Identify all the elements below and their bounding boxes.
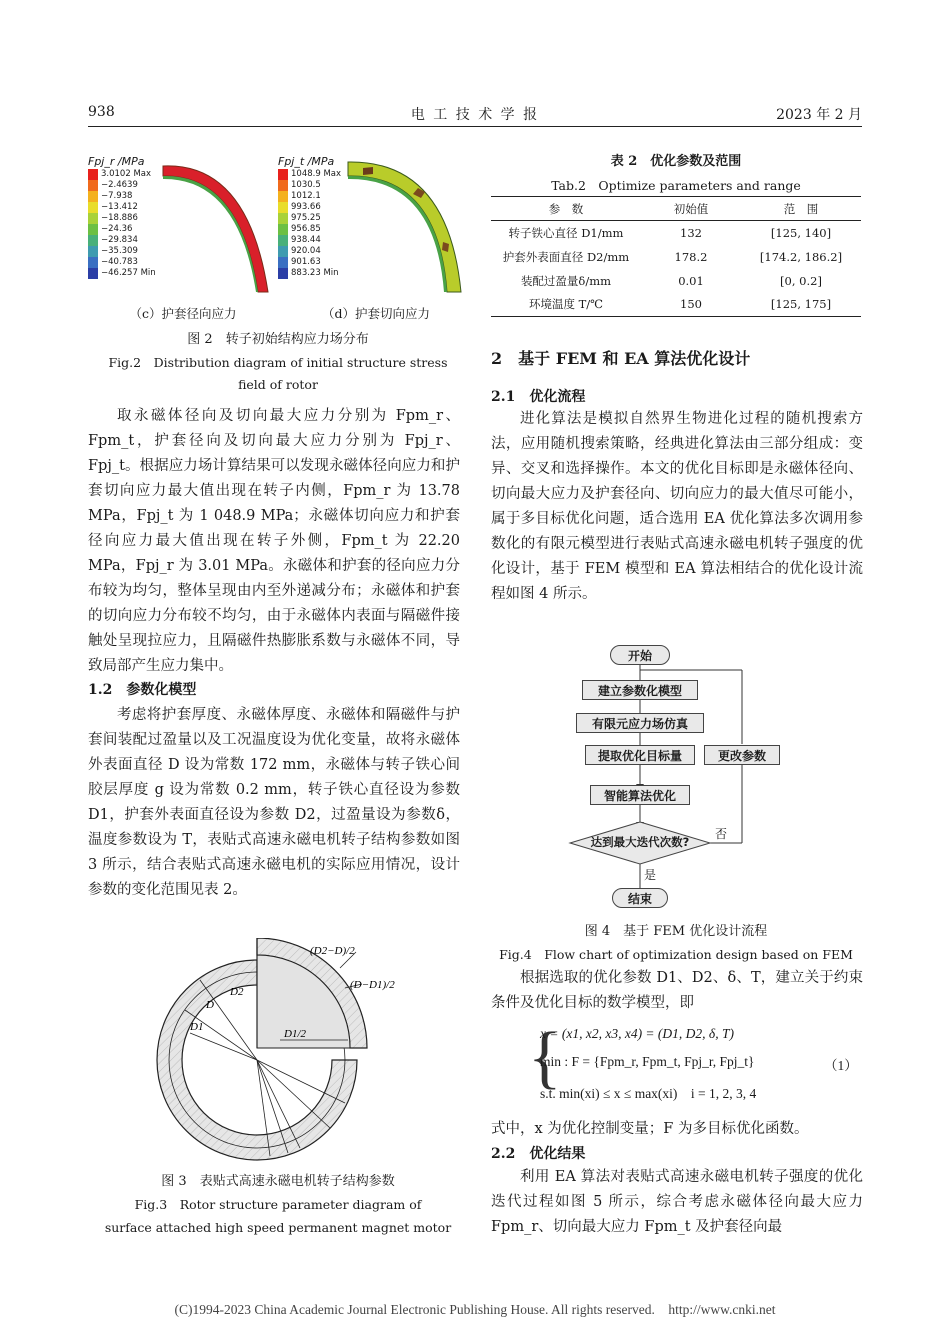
table-cell: 环境温度 T/℃ [528,297,604,312]
journal-title: 电 工 技 术 学 报 [410,107,540,123]
legend-swatch [278,257,288,268]
legend-entry [278,246,341,257]
table-cell: 装配过盈量δ/mm [520,273,612,288]
legend-swatch [88,224,98,235]
legend-entry [278,180,341,191]
table-row [491,221,861,245]
label-d1: D1 [190,1021,204,1033]
label-d-minus-d1: (D−D1)/2 [350,979,395,991]
fig2-caption-en-1: Fig.2 Distribution diagram of initial structure stress [108,355,448,370]
ring-plot-d [343,152,468,302]
legend-d-title: Fpj_t /MPa [278,155,335,168]
legend-entry [88,246,156,257]
fig4-caption-cn: 图 4 基于 FEM 优化设计流程 [584,924,768,939]
legend-entry [278,257,341,268]
right-paragraph-2 [491,966,863,1016]
fig2-d-caption: （d）护套切向应力 [321,306,430,321]
fig2-caption-en-2: field of rotor [238,377,318,392]
flow-side-step: 更改参数 [704,745,780,765]
fig2-c-caption: （c）护套径向应力 [129,306,237,321]
legend-swatch [278,169,288,180]
legend-entry [278,268,341,279]
legend-entry [88,224,156,235]
legend-value: −29.834 [101,235,138,245]
table-row [491,269,861,293]
equation-1 [528,1019,858,1106]
right-p4-text: 利用 EA 算法对表贴式高速永磁电机转子强度的优化迭代过程如图 5 所示，综合考虑永磁体径向最大应力 Fpm_r、切向最大应力 Fpm_t 及护套径向最 [491,1169,863,1235]
flow-step-3: 提取优化目标量 [585,745,695,765]
fig3-caption-en-2: surface attached high speed permanent magnet motor [104,1220,452,1235]
equation-number: （1） [824,1058,858,1073]
legend-value: 1048.9 Max [291,169,342,179]
legend-swatch [88,235,98,246]
legend-entry [278,235,341,246]
legend-value: 883.23 Min [291,268,339,278]
legend-value: 920.04 [291,246,321,256]
ring-plot-c [158,152,278,302]
flow-start: 开始 [610,645,670,665]
fig2-panels [88,152,468,302]
legend-value: −40.783 [101,257,138,267]
table2-title-en: Tab.2 Optimize parameters and range [551,178,801,193]
table-cell: 178.2 [674,249,708,264]
table-cell: [174.2, 186.2] [759,249,843,264]
flow-step-1: 建立参数化模型 [582,680,698,700]
legend-value: −7.938 [101,191,133,201]
legend-entry [88,169,156,180]
issue-date: 2023 年 2 月 [776,107,862,123]
right-p2-text: 根据选取的优化参数 D1、D2、δ、T，建立关于约束条件及优化目标的数学模型，即 [491,970,863,1011]
table2-header-row [491,197,861,221]
page-number: 938 [88,104,115,120]
legend-value: −24.36 [101,224,133,234]
table-cell: 0.01 [678,273,704,288]
legend-entry [88,268,156,279]
table2 [491,196,861,317]
table2-header-param: 参 数 [548,201,584,216]
section-2-1-heading: 2.1 优化流程 [491,389,586,405]
legend-swatch [278,213,288,224]
legend-c-title: Fpj_r /MPa [88,155,145,168]
fig3-caption-cn: 图 3 表贴式高速永磁电机转子结构参数 [161,1174,395,1189]
table2-header-init: 初始值 [673,201,709,216]
legend-swatch [278,202,288,213]
table2-title-cn: 表 2 优化参数及范围 [610,154,742,169]
legend-swatch [88,268,98,279]
legend-entry [88,202,156,213]
legend-value: 1030.5 [291,180,321,190]
legend-value: −46.257 Min [101,268,156,278]
legend-swatch [88,180,98,191]
legend-value: 975.25 [291,213,321,223]
legend-entry [278,213,341,224]
section-1-2-heading: 1.2 参数化模型 [88,682,197,698]
table-cell: 132 [680,225,702,240]
left-paragraph-1 [88,404,460,679]
equation-line-3: s.t. min(xi) ≤ x ≤ max(xi) i = 1, 2, 3, 4 [540,1086,757,1101]
legend-value: 3.0102 Max [101,169,152,179]
legend-entry [278,224,341,235]
table-cell: [125, 140] [770,225,832,240]
table2-header-range: 范 围 [783,201,819,216]
flow-end: 结束 [612,888,668,908]
legend-swatch [278,246,288,257]
legend-swatch [88,257,98,268]
legend-swatch [278,268,288,279]
left-paragraph-2 [88,703,460,903]
legend-entry [88,235,156,246]
legend-swatch [88,246,98,257]
fig3-rotor-diagram [140,938,420,1163]
legend-value: −18.886 [101,213,138,223]
fig3-caption-en-1: Fig.3 Rotor structure parameter diagram of [134,1197,422,1212]
legend-c [88,156,156,279]
table-cell: 150 [680,297,702,312]
header-rule [88,126,862,127]
label-d2: D2 [230,986,244,998]
right-p1-text: 进化算法是模拟自然界生物进化过程的随机搜索方法，应用随机搜索策略，经典进化算法由三部分组成：变异、交叉和选择操作。本文的优化目标即是永磁体径向、切向最大应力及护套径向、切向应力的最大值尽可能小，属于多目标优化问题，适合选用 EA 优化算法多次调用参数化的有限元模型进行表贴式高速永磁电机转子强度的优化设计，基于 FEM 模型和 EA 算法相结合的优化设计流程如图 4 所示。 [491,411,863,602]
legend-swatch [88,169,98,180]
legend-swatch [278,224,288,235]
legend-swatch [88,191,98,202]
flow-yes-label: 是 [644,868,657,882]
legend-swatch [278,235,288,246]
equation-line-1: x = (x1, x2, x3, x4) = (D1, D2, δ, T) [540,1026,734,1041]
legend-entry [88,257,156,268]
table-cell: 转子铁心直径 D1/mm [508,225,624,240]
legend-value: 938.44 [291,235,321,245]
equation-line-2: min : F = {Fpm_r, Fpm_t, Fpj_r, Fpj_t} [540,1054,755,1069]
table-cell: [0, 0.2] [780,273,822,288]
legend-swatch [278,180,288,191]
legend-swatch [88,213,98,224]
label-d: D [206,999,214,1011]
table-cell: [125, 175] [770,297,832,312]
flow-decision: 达到最大迭代次数? [590,835,690,849]
legend-value: −13.412 [101,202,138,212]
flow-step-2: 有限元应力场仿真 [576,713,704,733]
legend-entry [278,169,341,180]
table-row [491,245,861,269]
legend-swatch [88,202,98,213]
label-d1-half: D1/2 [284,1028,306,1040]
left-p2-text: 考虑将护套厚度、永磁体厚度、永磁体和隔磁件与护套间装配过盈量以及工况温度设为优化变量，故将永磁体外表面直径 D 设为常数 172 mm，永磁体与转子铁心间胶层厚度 g 设为常数 0.2 mm，转子铁心直径设为参数 D1，护套外表面直径设为参数 D2，过盈量设为参数δ，温度参数设为 T，表贴式高速永磁电机转子结构参数如图 3 所示，结合表贴式高速永磁电机的实际应用情况，设计参数的变化范围见表 2。 [88,707,460,898]
fig4-caption-en: Fig.4 Flow chart of optimization design based on FEM [499,947,853,962]
right-paragraph-1 [491,407,863,607]
legend-value: −35.309 [101,246,138,256]
legend-value: 956.85 [291,224,321,234]
left-p1-text: 取永磁体径向及切向最大应力分别为 Fpm_r、Fpm_t，护套径向及切向最大应力分别为 Fpj_r、Fpj_t。根据应力场计算结果可以发现永磁体径向应力和护套切向应力最大值出现在转子内侧，Fpm_r 为 13.78 MPa，Fpj_t 为 1 048.9 MPa；永磁体切向应力和护套径向应力最大值出现在转子外侧，Fpm_t 为 22.20 MPa，Fpj_r 为 3.01 MPa。永磁体和护套的径向应力分布较为均匀，整体呈现由内至外递减分布；永磁体和护套的切向应力分布较不均匀，由于永磁体内表面与隔磁件接触处呈现拉应力，且隔磁件热膨胀系数与永磁体不同，导致局部产生应力集中。 [88,408,460,674]
equation-brace: { [528,1019,562,1096]
label-d2-minus-d: (D2−D)/2 [310,945,355,957]
table-cell: 护套外表面直径 D2/mm [502,249,630,264]
section-2-heading: 2 基于 FEM 和 EA 算法优化设计 [491,349,751,368]
flow-no-label: 否 [715,827,728,841]
flow-step-4: 智能算法优化 [590,785,690,805]
legend-d [278,156,341,279]
fig2-caption-cn: 图 2 转子初始结构应力场分布 [187,332,369,347]
legend-value: 901.63 [291,257,321,267]
table-row [491,293,861,317]
right-paragraph-3: 式中，x 为优化控制变量；F 为多目标优化函数。 [491,1121,809,1137]
right-paragraph-4 [491,1165,863,1240]
legend-entry [278,191,341,202]
legend-swatch [278,191,288,202]
legend-value: −2.4639 [101,180,138,190]
legend-entry [88,191,156,202]
section-2-2-heading: 2.2 优化结果 [491,1146,586,1162]
legend-entry [278,202,341,213]
legend-value: 993.66 [291,202,321,212]
copyright-footer: (C)1994-2023 China Academic Journal Electronic Publishing House. All rights reserved. http://www.cnki.net [174,1302,776,1317]
legend-entry [88,213,156,224]
legend-value: 1012.1 [291,191,321,201]
legend-entry [88,180,156,191]
